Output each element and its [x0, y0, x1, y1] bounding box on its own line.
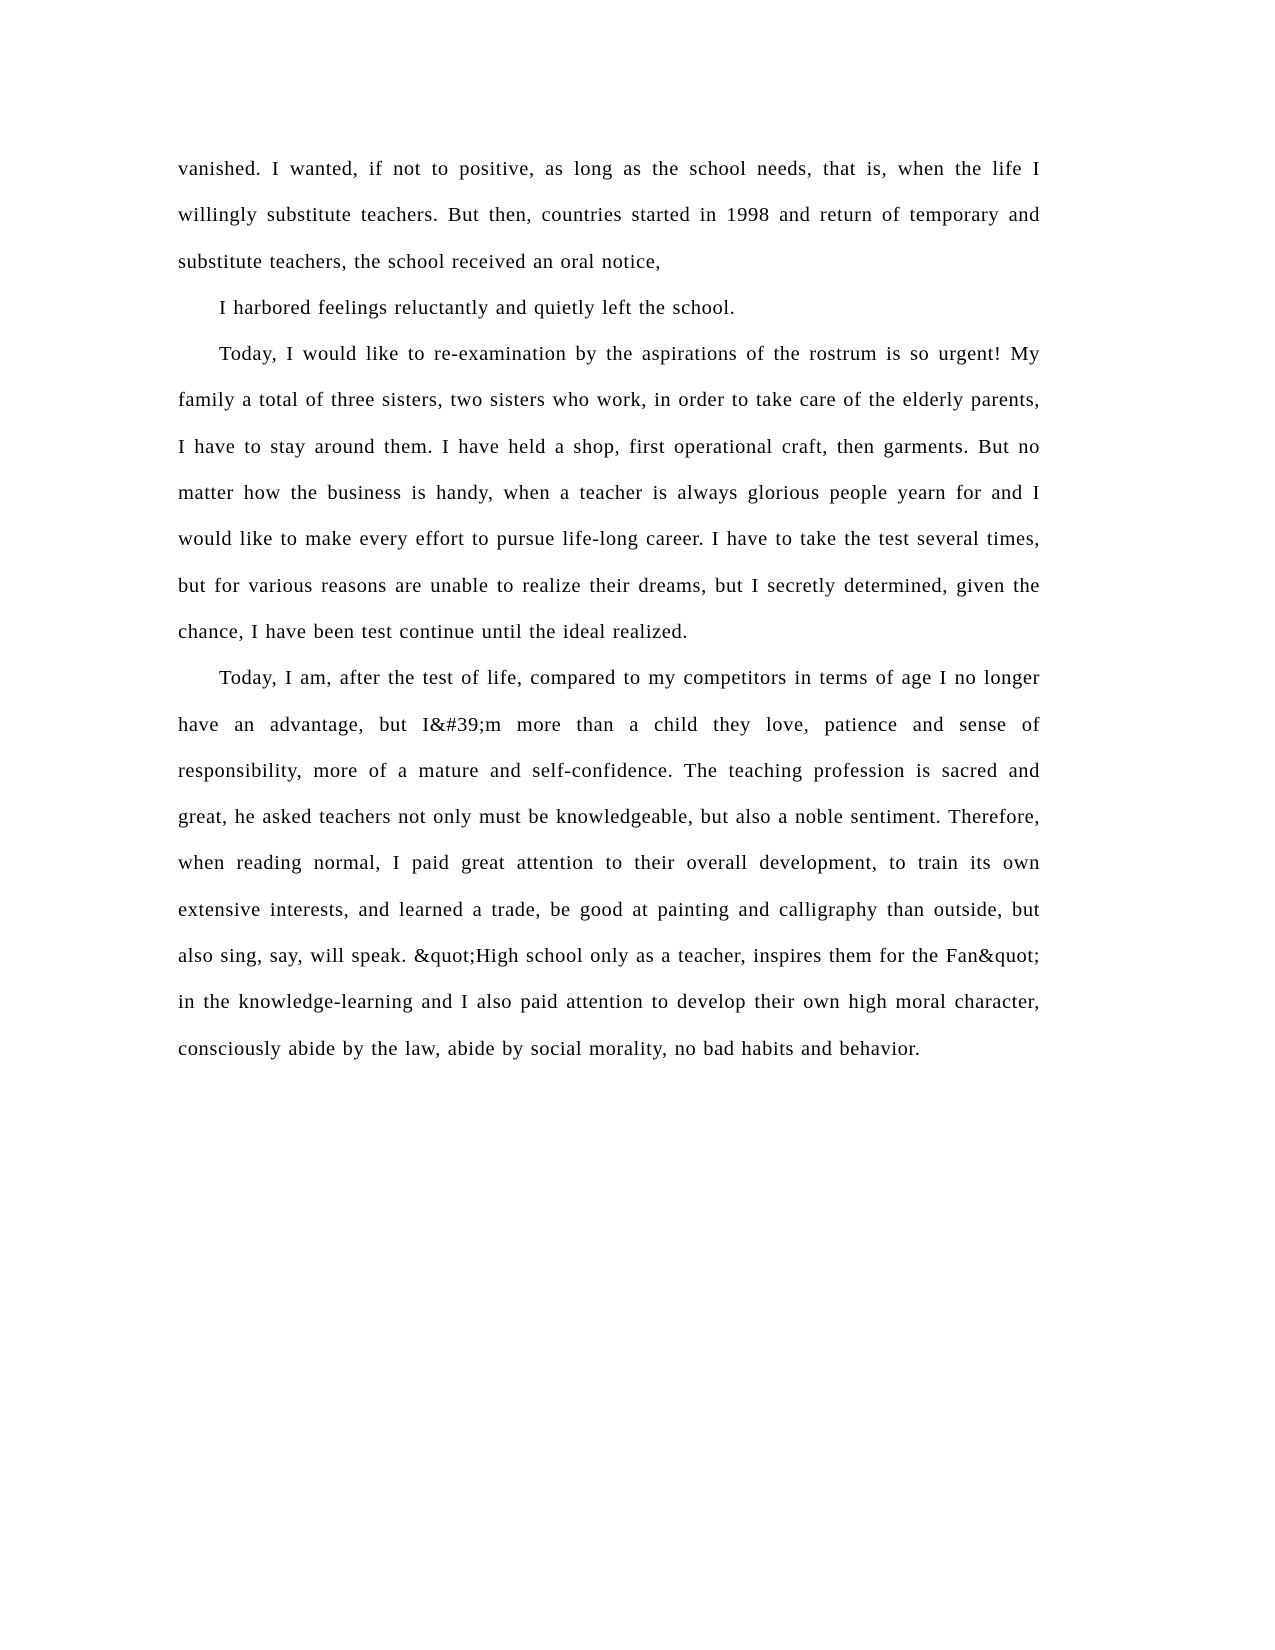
paragraph: Today, I would like to re-examination by the aspirations of the rostrum is so urgent! My family a total of three sisters, two sisters who work, in order to take care of the elderly parents, I have to stay around them. I have held a shop, first operational craft, then garments. But no matter how the business is handy, when a teacher is always glorious people yearn for and I would like to make every effort to pursue life-long career. I have to take the test several times, but for various reasons are unable to realize their dreams, but I secretly determined, given the chance, I have been test continue until the ideal realized. [178, 343, 1047, 643]
paragraph: I harbored feelings reluctantly and quietly left the school. [219, 296, 736, 319]
paragraph: Today, I am, after the test of life, compared to my competitors in terms of age I no longer have an advantage, but I&#39;m more than a child they love, patience and sense of responsibility, more of a mature and self-confidence. The teaching profession is sacred and great, he asked teachers not only must be knowledgeable, but also a noble sentiment. Therefore, when reading normal, I paid great attention to their overall development, to train its own extensive interests, and learned a trade, be good at painting and calligraphy than outside, but also sing, say, will speak. &quot;High school only as a teacher, inspires them for the Fan&quot; in the knowledge-learning and I also paid attention to develop their own high moral character, consciously abide by the law, abide by social morality, no bad habits and behavior. [178, 667, 1047, 1060]
document-text-body [178, 146, 1047, 1072]
paragraph: vanished. I wanted, if not to positive, as long as the school needs, that is, when the life I willingly substitute teachers. But then, countries started in 1998 and return of temporary and substitute teachers, the school received an oral notice, [178, 158, 1047, 273]
